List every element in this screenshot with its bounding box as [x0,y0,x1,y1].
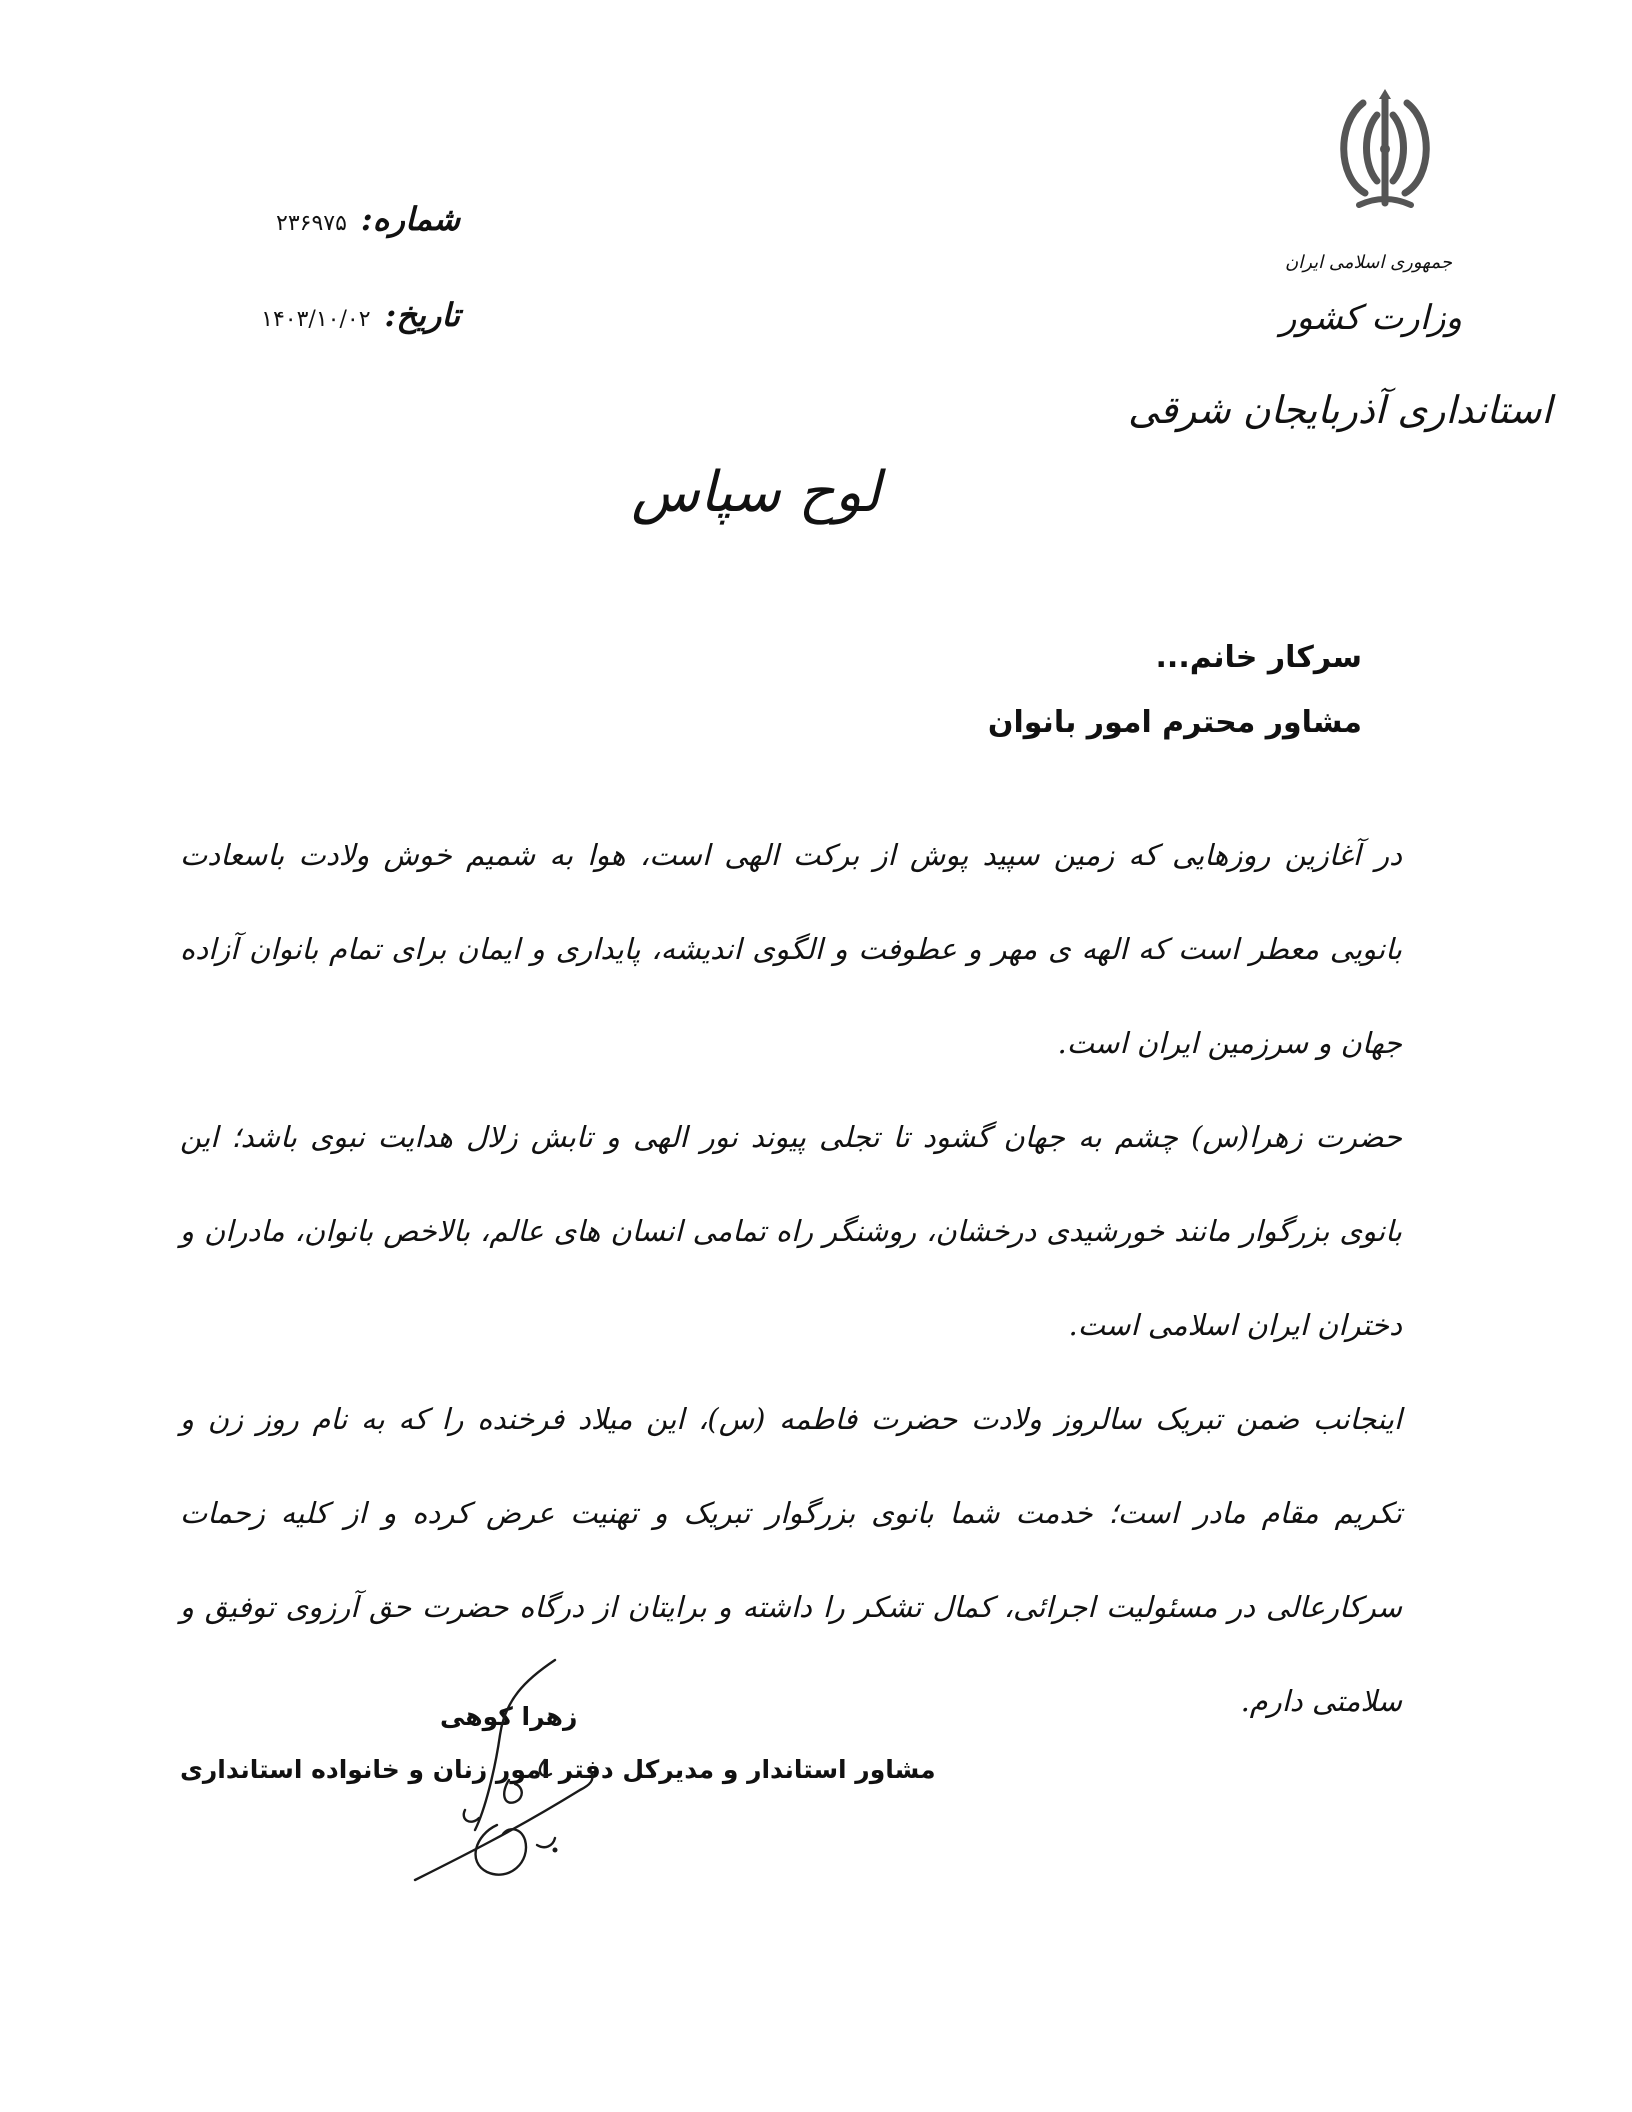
handwritten-signature [405,1640,615,1920]
letter-number-row [220,200,460,238]
signatory-title: مشاور استاندار و مدیرکل دفتر امور زنان و خانواده استانداری [180,1755,936,1784]
recipient-position: مشاور محترم امور بانوان [987,705,1362,740]
letterhead-republic: جمهوری اسلامی ایران [1285,252,1452,273]
letter-date-row [220,296,460,334]
document-title: لوح سپاس [631,460,881,525]
body-paragraph-1: در آغازین روزهایی که زمین سپید پوش از برکت الهی است، هوا به شمیم خوش ولادت باسعادت بانویی معطر است که الهه ی مهر و عطوفت و الگوی اندیشه، پایداری و ایمان برای تمام بانوان آزاده جهان و سرزمین ایران است. [180,838,1402,1060]
letter-date-value: ۱۴۰۳/۱۰/۰۲ [261,307,371,332]
letter-number-value: ۲۳۶۹۷۵ [276,211,347,236]
letterhead-province: استانداری آذربایجان شرقی [1128,388,1552,432]
letter-number-label: شماره: [360,200,460,238]
body-paragraph-3: اینجانب ضمن تبریک سالروز ولادت حضرت فاطمه (س)، این میلاد فرخنده را که به نام روز زن و تکریم مقام مادر است؛ خدمت شما بانوی بزرگوار تبریک و تهنیت عرض کرده و از کلیه زحمات سرکارعالی در مسئولیت اجرائی، کمال تشکر را داشته و برایتان از درگاه حضرت حق آرزوی توفیق و سلامتی دارم. [180,1402,1402,1718]
letterhead-ministry: وزارت کشور [1279,298,1462,338]
body-paragraph-2: حضرت زهرا(س) چشم به جهان گشود تا تجلی پیوند نور الهی و تابش زلال هدایت نبوی باشد؛ این بانوی بزرگوار مانند خورشیدی درخشان، روشنگر راه تمامی انسان های عالم، بالاخص بانوان، مادران و دختران ایران اسلامی است. [180,1120,1402,1342]
signatory-name: زهرا کوهی [440,1702,578,1731]
letter-date-label: تاریخ: [384,296,460,334]
recipient-salutation: سرکار خانم... [1155,640,1362,675]
letter-body [180,808,1402,1748]
iran-emblem-icon [1325,85,1445,215]
